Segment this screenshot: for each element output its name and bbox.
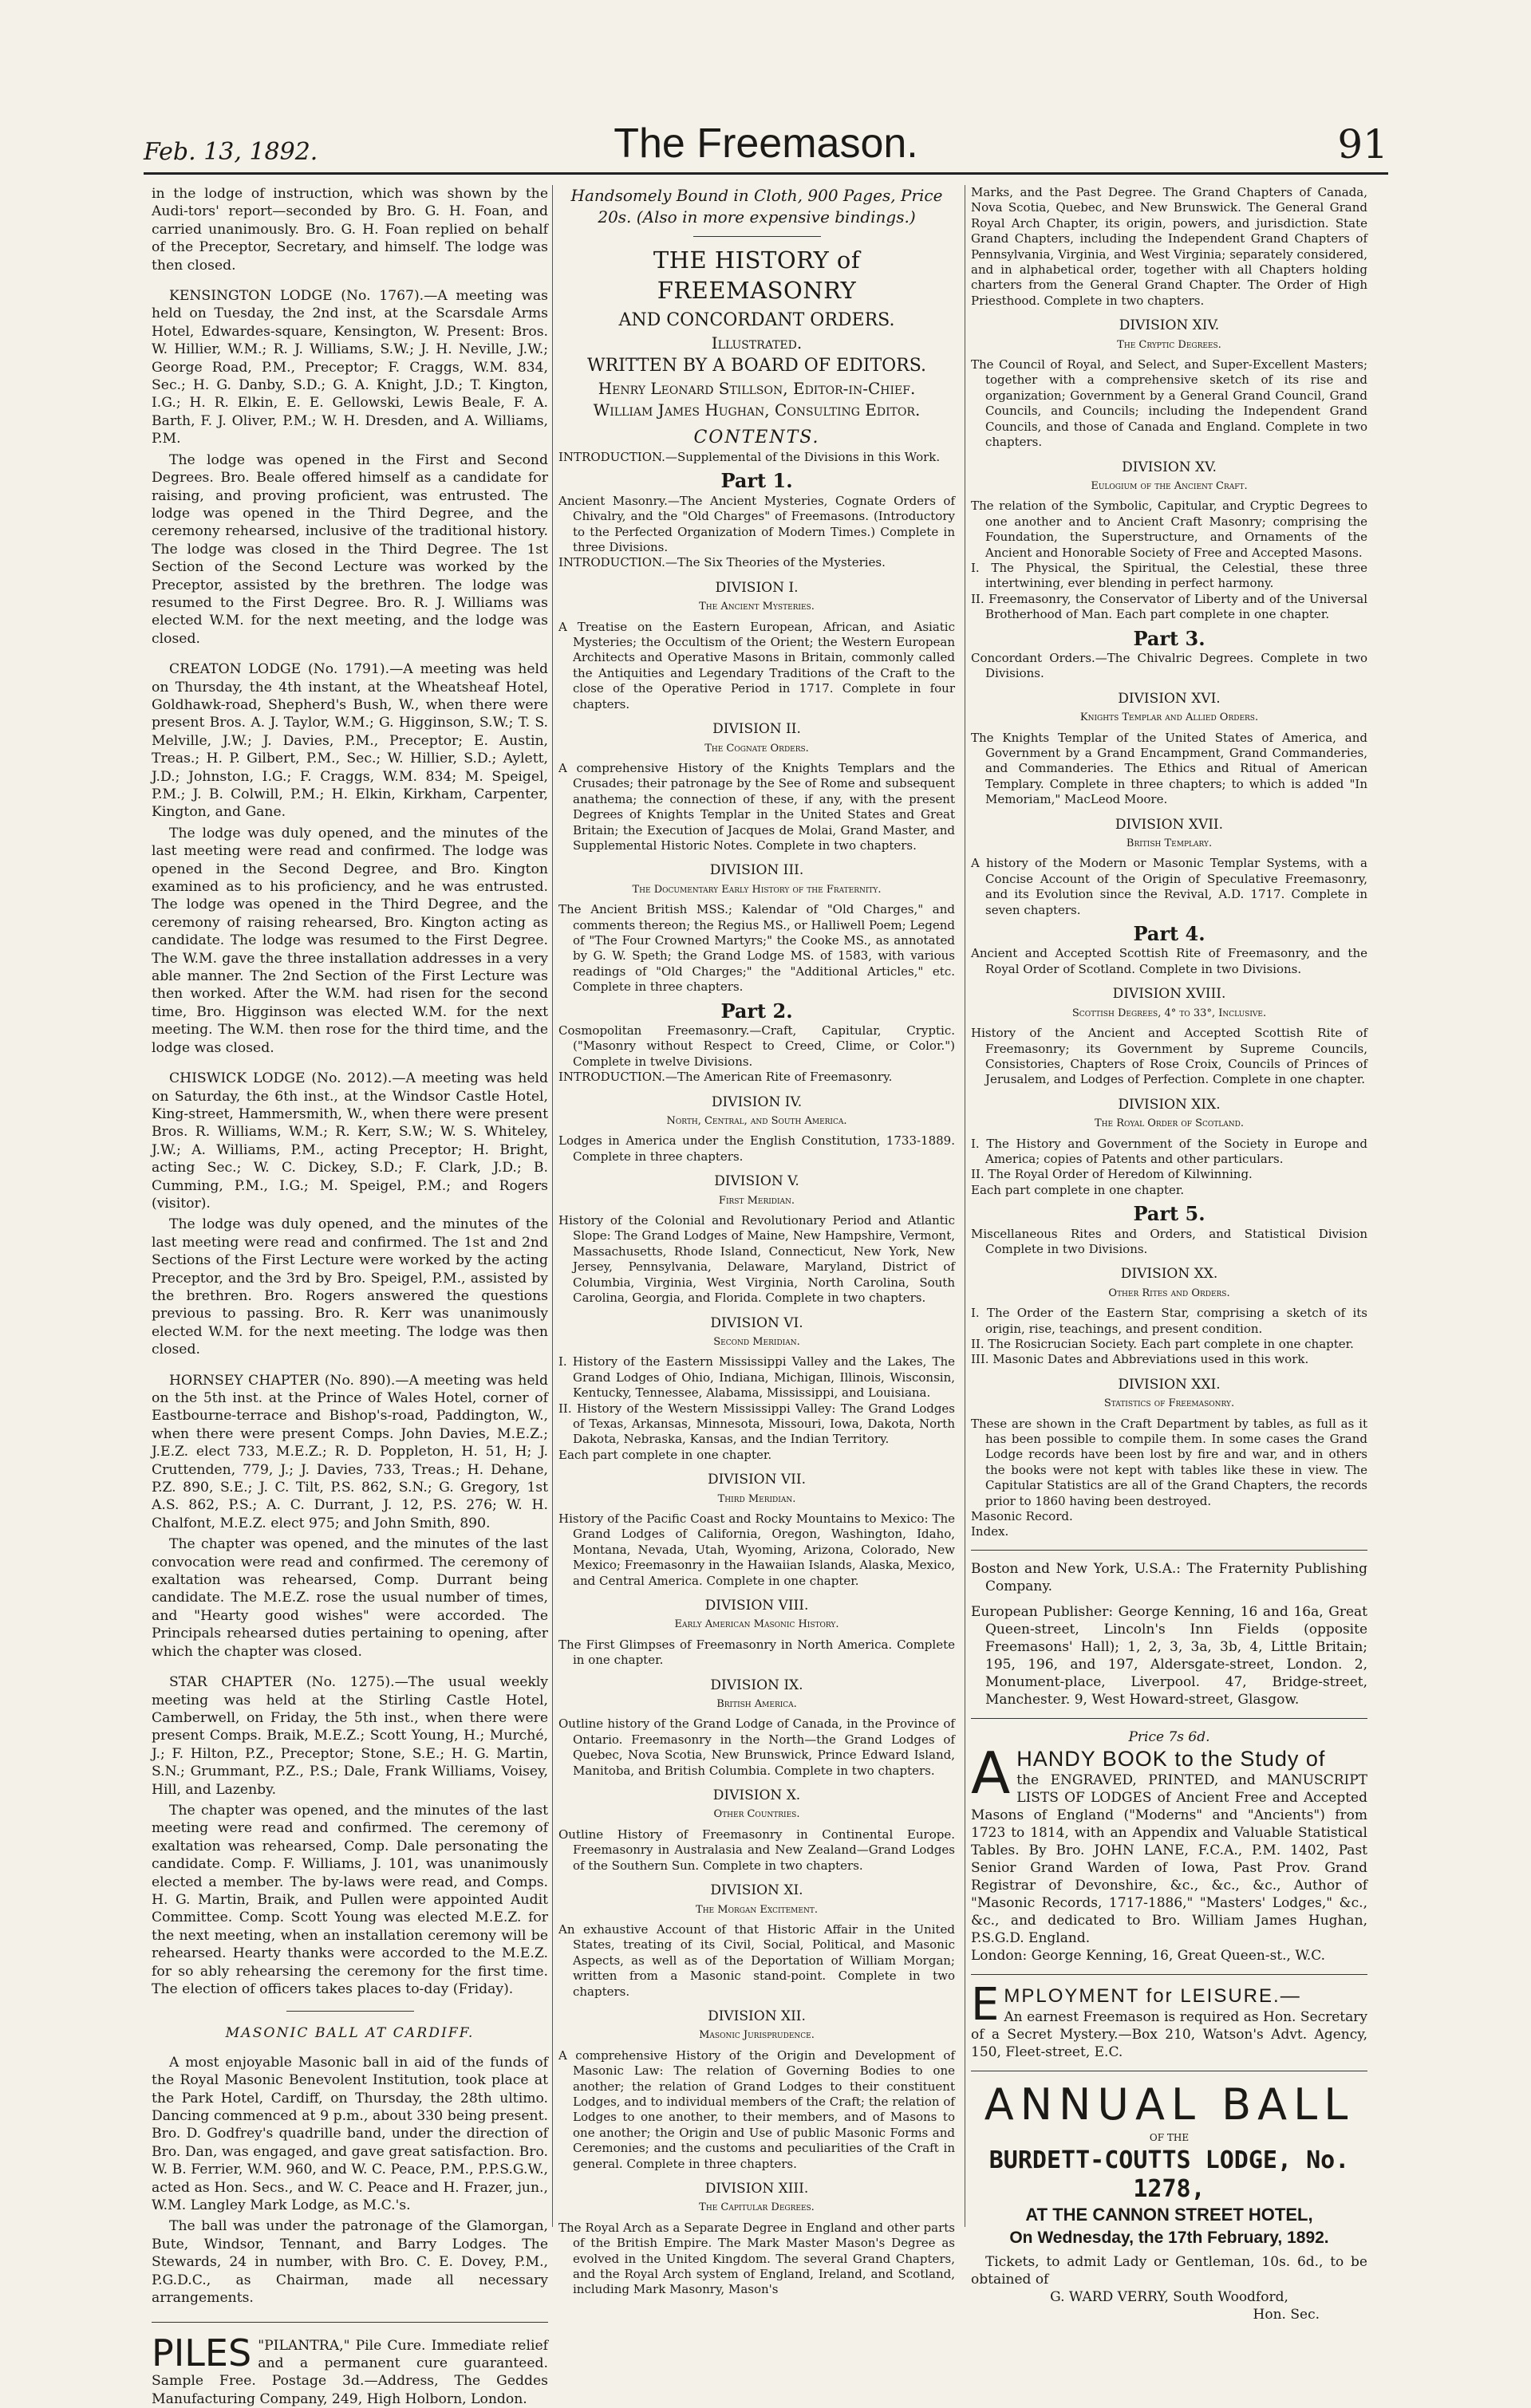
division-20-subtitle: Other Rites and Orders. [971, 1286, 1367, 1301]
division-1-subtitle: The Ancient Mysteries. [558, 599, 955, 614]
section-rule [693, 236, 821, 237]
creaton-lodge-report-body: The lodge was duly opened, and the minutes of the last meeting were read and confirmed. The lodge was opened in the Second Degree, and Bro. Kington examined as to his proficiency, and he was entrusted. The lodge was opened in the Third Degree, and the ceremony of raising rehearsed, Bro. Kington acting as candidate. The lodge was resumed to the First Degree. The W.M. gave the three installation addresses in a very able manner. The 2nd Section of the First Lecture was then worked. After the W.M. had risen for the second time, Bro. Higginson was elected W.M. for the next meeting. The W.M. then rose for the third time, and the lodge was closed. [152, 825, 548, 1057]
cardiff-ball-heading: MASONIC BALL AT CARDIFF. [152, 2024, 548, 2042]
handy-book-price: Price 7s 6d. [971, 1728, 1367, 1746]
column-left [152, 185, 548, 2408]
venue: AT THE CANNON STREET HOTEL, [971, 2204, 1367, 2226]
division-17-text: A history of the Modern or Masonic Templar Systems, with a Concise Account of the Origin of Speculative Freemasonry, and its Evolution since the Revival, A.D. 1717. Complete in seven chapters. [971, 856, 1367, 918]
division-9-text: Outline history of the Grand Lodge of Canada, in the Province of Ontario. Freemasonry in the North—the Grand Lodges of Quebec, Nova Scotia, New Brunswick, Prince Edward Island, Manitoba, and British Columbia. Complete in two chapters. [558, 1716, 955, 1779]
division-16-text: The Knights Templar of the United States of America, and Government by a Grand Encampment, Grand Commanderies, and Commanderies. The Ethics and Ritual of American Templary. Complete in three chapters; to which is added "In Memoriam," MacLeod Moore. [971, 731, 1367, 808]
newspaper-title: The Freemason. [144, 120, 1388, 167]
division-15-subtitle: Eulogium of the Ancient Craft. [971, 479, 1367, 494]
division-11-subtitle: The Morgan Excitement. [558, 1902, 955, 1917]
hornsey-chapter-report: HORNSEY CHAPTER (No. 890).—A meeting was held on the 5th inst. at the Prince of Wales Hotel, corner of Eastbourne-terrace and Bishop's-road, Paddington, W., when there were present Comps. John Davies, M.E.Z.; J.E.Z. elect 733, M.E.Z.; R. D. Poppleton, H. 51, H; J. Cruttenden, 779, J.; J. Davies, 733, Treas.; H. Dehane, P.Z. 890, S.E.; J. C. Tilt, P.S. 862, S.N.; G. Gregory, 1st A.S. 862, P.S.; A. C. Durrant, J. 12, P.S. 276; W. H. Chalfont, M.E.Z. elect 975; and John Smith, 890. [152, 1372, 548, 1533]
division-10-heading: DIVISION X. [558, 1788, 955, 1803]
tickets-text: Tickets, to admit Lady or Gentleman, 10s. 6d., to be obtained of [971, 2253, 1367, 2288]
division-11-heading: DIVISION XI. [558, 1883, 955, 1898]
division-16-subtitle: Knights Templar and Allied Orders. [971, 710, 1367, 725]
header-rule [144, 172, 1388, 175]
consulting-editor: William James Hughan, Consulting Editor. [558, 400, 955, 421]
publisher-line: Boston and New York, U.S.A.: The Fraternity Publishing Company. [971, 1560, 1367, 1595]
handy-book-london: London: George Kenning, 16, Great Queen-st., W.C. [971, 1947, 1367, 1965]
division-5-subtitle: First Meridian. [558, 1193, 955, 1208]
division-1-text: A Treatise on the Eastern European, African, and Asiatic Mysteries; the Occultism of the Orient; the Western European Architects and Operative Masons in Britain, commonly called the Antiquities and Legendary Traditions of the Craft to the close of the Operative Period in 1717. Complete in four chapters. [558, 620, 955, 712]
kensington-lodge-report: KENSINGTON LODGE (No. 1767).—A meeting was held on Tuesday, the 2nd inst, at the Scarsdale Arms Hotel, Edwardes-square, Kensington, W. Present: Bros. W. Hillier, W.M.; R. J. Williams, S.W.; J. H. Neville, J.W.; George Road, P.M., Preceptor; F. Craggs, W.M. 834, Sec.; H. G. Danby, S.D.; G. A. Knight, J.D.; T. Kington, I.G.; H. R. Elkin, E. E. Gellowski, Lewis Beale, F. A. Barth, F. J. Oliver, P.M.; W. H. Dresden, and A. Williams, P.M. [152, 287, 548, 448]
book-title: THE HISTORY of FREEMASONRY [558, 245, 955, 305]
cardiff-ball-article-cont: The ball was under the patronage of the Glamorgan, Bute, Windsor, Tennant, and Barry Lodges. The Stewards, 24 in number, with Bro. C. E. Dovey, P.M., P.G.D.C., as Chairman, made all necessary arrangements. [152, 2217, 548, 2307]
division-2-subtitle: The Cognate Orders. [558, 741, 955, 756]
division-8-subtitle: Early American Masonic History. [558, 1617, 955, 1632]
division-18-text: History of the Ancient and Accepted Scottish Rite of Freemasonry; its Government by Supreme Councils, Consistories, Chapters of Rose Croix, Councils of Princes of Jerusalem, and Lodges of Perfection. Complete in one chapter. [971, 1026, 1367, 1088]
division-21-subtitle: Statistics of Freemasonry. [971, 1396, 1367, 1411]
introduction-3: INTRODUCTION.—The American Rite of Freemasonry. [558, 1070, 955, 1085]
ancient-masonry: Ancient Masonry.—The Ancient Mysteries, Cognate Orders of Chivalry, and the "Old Charges" of Freemasons. (Introductory to the Perfected Organization of Modern Times.) Complete in three Divisions. [558, 494, 955, 556]
annual-ball-heading: ANNUAL BALL [971, 2081, 1367, 2129]
secretary-title: Hon. Sec. [971, 2306, 1367, 2323]
division-6-heading: DIVISION VI. [558, 1316, 955, 1331]
division-8-text: The First Glimpses of Freemasonry in North America. Complete in one chapter. [558, 1638, 955, 1669]
section-rule [971, 1550, 1367, 1551]
division-7-heading: DIVISION VII. [558, 1472, 955, 1488]
annual-ball-advertisement [971, 2081, 1367, 2323]
index-note: Index. [971, 1524, 1367, 1539]
secretary-name: G. WARD VERRY, South Woodford, [971, 2288, 1367, 2306]
creaton-lodge-report: CREATON LODGE (No. 1791).—A meeting was held on Thursday, the 4th instant, at the Wheatsheaf Hotel, Goldhawk-road, Shepherd's Bush, W., when there were present Bros. A. J. Taylor, W.M.; G. Higginson, S.W.; T. S. Melville, J.W.; J. Davies, P.M., Preceptor; E. Austin, Treas.; H. P. Gilbert, P.M., Sec.; W. Hillier, S.D.; Aylett, J.D.; Johnston, I.G.; F. Craggs, W.M. 834; M. Speigel, P.M.; J. B. Colwill, P.M.; H. Elkin, Kirkham, Carpenter, Kington, and Gane. [152, 660, 548, 822]
division-20-part-1: I. The Order of the Eastern Star, comprising a sketch of its origin, rise, teachings, and present condition. [971, 1306, 1367, 1337]
division-4-subtitle: North, Central, and South America. [558, 1113, 955, 1129]
division-20-part-2: II. The Rosicrucian Society. Each part complete in one chapter. [971, 1337, 1367, 1352]
section-rule [971, 1718, 1367, 1719]
masonic-record: Masonic Record. [971, 1509, 1367, 1524]
column-middle [558, 185, 955, 2298]
lodge-report-tail: in the lodge of instruction, which was shown by the Audi-tors' report—seconded by Bro. G. H. Foan, and carried unanimously. Bro. G. H. Foan replied on behalf of the Preceptor, Secretary, and himself. The lodge was then closed. [152, 185, 548, 274]
section-rule [152, 2322, 548, 2323]
division-4-text: Lodges in America under the English Constitution, 1733-1889. Complete in three chapters. [558, 1133, 955, 1165]
section-rule [286, 2011, 414, 2012]
division-13-subtitle: The Capitular Degrees. [558, 2200, 955, 2215]
ball-date: On Wednesday, the 17th February, 1892. [971, 2226, 1367, 2250]
european-publisher: European Publisher: George Kenning, 16 and 16a, Great Queen-street, Lincoln's Inn Fields (opposite Freemasons' Hall); 1, 2, 3, 3a, 3b, 4, Little Britain; 195, 196, and 197, Aldersgate-street, London. 2, Monument-place, Liverpool. 47, Bridge-street, Manchester. 9, West Howard-street, Glasgow. [971, 1603, 1367, 1708]
division-12-text: A comprehensive History of the Origin and Development of Masonic Law: The relation of Governing Bodies to one another; the relation of Grand Lodges to their constituent Lodges, and to individual members of the Craft; the relation of Lodges to one another, to their members, and of Masons to one another; the Origin and Use of public Masonic Forms and Ceremonies; and the customs and peculiarities of the Craft in general. Complete in three chapters. [558, 2048, 955, 2172]
division-18-subtitle: Scottish Degrees, 4° to 33°, Inclusive. [971, 1006, 1367, 1021]
division-13-heading: DIVISION XIII. [558, 2181, 955, 2197]
book-subtitle: AND CONCORDANT ORDERS. [558, 309, 955, 333]
division-17-subtitle: British Templary. [971, 836, 1367, 851]
division-13-text: The Royal Arch as a Separate Degree in England and other parts of the British Empire. The Mark Master Mason's Degree as evolved in the United Kingdom. The several Grand Chapters, and the Royal Arch system of England, Ireland, and Scotland, including Mark Masonry, Mason's [558, 2221, 955, 2298]
column-divider [552, 185, 553, 2227]
division-19-heading: DIVISION XIX. [971, 1098, 1367, 1113]
division-14-text: The Council of Royal, and Select, and Super-Excellent Masters; together with a comprehensive sketch of its rise and organization; Government by a General Grand Council, Grand Councils, and Councils; including the Independent Grand Councils, and those of Canada and England. Complete in two chapters. [971, 357, 1367, 450]
division-19-each: Each part complete in one chapter. [971, 1183, 1367, 1198]
division-18-heading: DIVISION XVIII. [971, 987, 1367, 1002]
piles-heading: PILES [152, 2337, 251, 2369]
part-4-heading: Part 4. [971, 926, 1367, 941]
division-6-subtitle: Second Meridian. [558, 1334, 955, 1350]
division-19-part-1: I. The History and Government of the Society in Europe and America; copies of Patents and other particulars. [971, 1137, 1367, 1168]
division-13-text-cont: Marks, and the Past Degree. The Grand Chapters of Canada, Nova Scotia, Quebec, and New Brunswick. The General Grand Royal Arch Chapter, its origin, powers, and jurisdiction. State Grand Chapters, including the Independent Grand Chapters of Pennsylvania, Virginia, and West Virginia; separately considered, and in alphabetical order, together with all Chapters holding charters from the General Grand Chapter. The Order of High Priesthood. Complete in two chapters. [971, 185, 1367, 309]
division-7-text: History of the Pacific Coast and Rocky Mountains to Mexico: The Grand Lodges of California, Oregon, Washington, Idaho, Montana, Nevada, Utah, Wyoming, Arizona, Colorado, New Mexico; Freemasonry in the Hawaiian Islands, Alaska, Mexico, and Central America. Complete in one chapter. [558, 1511, 955, 1589]
division-6-text-2: II. History of the Western Mississippi Valley: The Grand Lodges of Texas, Arkansas, Minnesota, Missouri, Iowa, Dakota, North Dakota, Nebraska, Kansas, and the Indian Territory. [558, 1401, 955, 1448]
employment-advertisement [971, 1984, 1367, 2061]
division-15-text: The relation of the Symbolic, Capitular, and Cryptic Degrees to one another and to Ancient Craft Masonry; comprising the Foundation, the Superstructure, and Ornaments of the Ancient and Honorable Society of Free and Accepted Masons. [971, 499, 1367, 561]
division-21-heading: DIVISION XXI. [971, 1377, 1367, 1393]
piles-ad-text: "PILANTRA," Pile Cure. Immediate relief and a permanent cure guaranteed. Sample Free. Postage 3d.—Address, The Geddes Manufacturing Company, 249, High Holborn, London. [152, 2338, 548, 2407]
illustrated-note: Illustrated. [558, 333, 955, 354]
part-3-heading: Part 3. [971, 631, 1367, 646]
division-15-part-1: I. The Physical, the Spiritual, the Celestial, these three intertwining, ever blending in perfect harmony. [971, 561, 1367, 592]
division-8-heading: DIVISION VIII. [558, 1598, 955, 1614]
handy-book-advertisement [971, 1746, 1367, 1965]
star-chapter-report-body: The chapter was opened, and the minutes of the last meeting were read and confirmed. The ceremony of exaltation was rehearsed, Comp. Dale personating the candidate. Comp. F. Williams, J. 101, was unanimously elected a member. The by-laws were read, and Comps. H. G. Martin, Braik, and Pullen were appointed Audit Committee. Comp. Scott Young was elected M.E.Z. for the next meeting, when an installation ceremony will be rehearsed. Hearty thanks were accorded to the M.E.Z. for so ably rehearsing the ceremony for the first time. The election of officers takes places to-day (Friday). [152, 1802, 548, 1998]
division-20-heading: DIVISION XX. [971, 1267, 1367, 1282]
division-9-subtitle: British America. [558, 1697, 955, 1712]
introduction-1: INTRODUCTION.—Supplemental of the Divisions in this Work. [558, 450, 955, 465]
division-7-subtitle: Third Meridian. [558, 1492, 955, 1507]
concordant-orders: Concordant Orders.—The Chivalric Degrees. Complete in two Divisions. [971, 651, 1367, 682]
handy-book-heading: HANDY BOOK to the Study of [971, 1746, 1367, 1772]
division-9-heading: DIVISION IX. [558, 1678, 955, 1693]
miscellaneous-rites: Miscellaneous Rites and Orders, and Statistical Division Complete in two Divisions. [971, 1227, 1367, 1258]
handy-book-text: the ENGRAVED, PRINTED, and MANUSCRIPT LISTS OF LODGES of Ancient Free and Accepted Masons of England ("Moderns" and "Ancients") from 1723 to 1814, with an Appendix and Valuable Statistical Tables. By Bro. JOHN LANE, F.C.A., P.M. 1402, Past Senior Grand Warden of Iowa, Past Prov. Grand Registrar of Devonshire, &c., &c., &c., Author of "Masonic Records, 1717-1886," "Masters' Lodges," &c., &c., and dedicated to Bro. William James Hughan, P.S.G.D. England. [971, 1772, 1367, 1947]
division-19-part-2: II. The Royal Order of Heredom of Kilwinning. [971, 1167, 1367, 1182]
chiswick-lodge-report-body: The lodge was duly opened, and the minutes of the last meeting were read and confirmed. The 1st and 2nd Sections of the First Lecture were worked by the acting Preceptor, and the 3rd by Bro. Speigel, P.M., assisted by the brethren. Bro. Rogers answered the questions previous to passing. Bro. R. Kerr was unanimously elected W.M. for the next meeting. The lodge was then closed. [152, 1216, 548, 1358]
division-5-heading: DIVISION V. [558, 1174, 955, 1189]
star-chapter-report: STAR CHAPTER (No. 1275).—The usual weekly meeting was held at the Stirling Castle Hotel, Camberwell, on Friday, the 5th inst., when there were present Comps. Braik, M.E.Z.; Scott Young, H.; Murché, J.; F. Hilton, P.Z., Preceptor; Stone, S.E.; H. G. Martin, S.N.; Grummant, P.Z., P.S.; Dale, Frank Williams, Voisey, Hill, and Lazenby. [152, 1673, 548, 1799]
column-right [971, 185, 1367, 2323]
division-2-text: A comprehensive History of the Knights Templars and the Crusades; their patronage by the See of Rome and subsequent anathema; the connection of these, if any, with the present Degrees of Knights Templar in the United States and Great Britain; the Execution of Jacques de Molai, Grand Master, and Supplemental Historic Notes. Complete in two chapters. [558, 761, 955, 853]
handy-book-drop-cap: A [971, 1749, 1010, 1797]
of-the-label: OF THE [971, 2129, 1367, 2146]
division-12-heading: DIVISION XII. [558, 2009, 955, 2024]
division-10-subtitle: Other Countries. [558, 1807, 955, 1822]
binding-note: Handsomely Bound in Cloth, 900 Pages, Price 20s. (Also in more expensive bindings.) [558, 185, 955, 228]
masthead [144, 120, 1388, 167]
division-5-text: History of the Colonial and Revolutionary Period and Atlantic Slope: The Grand Lodges of Maine, New Hampshire, Vermont, Massachusetts, Rhode Island, Connecticut, New York, New Jersey, Pennsylvania, Delaware, Maryland, District of Columbia, Virginia, West Virginia, North Carolina, South Carolina, Georgia, and Florida. Complete in two chapters. [558, 1213, 955, 1306]
division-6-text-3: Each part complete in one chapter. [558, 1448, 955, 1463]
division-2-heading: DIVISION II. [558, 722, 955, 737]
employment-drop-cap: E [971, 1986, 999, 2024]
division-20-part-3: III. Masonic Dates and Abbreviations used in this work. [971, 1352, 1367, 1367]
editor-in-chief: Henry Leonard Stillson, Editor-in-Chief. [558, 378, 955, 400]
division-12-subtitle: Masonic Jurisprudence. [558, 2028, 955, 2043]
division-6-text-1: I. History of the Eastern Mississippi Valley and the Lakes, The Grand Lodges of Ohio, Indiana, Michigan, Illinois, Wisconsin, Kentucky, Tennessee, Alabama, Mississippi, and Louisiana. [558, 1354, 955, 1401]
piles-advertisement [152, 2337, 548, 2408]
part-1-heading: Part 1. [558, 473, 955, 488]
division-16-heading: DIVISION XVI. [971, 692, 1367, 707]
part-2-heading: Part 2. [558, 1003, 955, 1019]
employment-text: An earnest Freemason is required as Hon. Secretary of a Secret Mystery.—Box 210, Watson's Advt. Agency, 150, Fleet-street, E.C. [971, 2008, 1367, 2061]
division-3-subtitle: The Documentary Early History of the Fraternity. [558, 882, 955, 897]
kensington-lodge-report-body: The lodge was opened in the First and Second Degrees. Bro. Beale offered himself as a candidate for raising, and proving proficient, was entrusted. The lodge was opened in the Third Degree, and the ceremony rehearsed, inclusive of the traditional history. The lodge was closed in the Third Degree. The 1st Section of the Second Lecture was worked by the Preceptor, assisted by the brethren. The lodge was resumed to the First Degree. Bro. R. J. Williams was elected W.M. for the next meeting, and the lodge was closed. [152, 451, 548, 648]
employment-heading: MPLOYMENT for LEISURE.— [971, 1984, 1367, 2008]
chiswick-lodge-report: CHISWICK LODGE (No. 2012).—A meeting was held on Saturday, the 6th inst., at the Windsor Castle Hotel, King-street, Hammersmith, W., when there were present Bros. R. Williams, W.M.; R. Kerr, S.W.; W. S. Whiteley, J.W.; A. Williams, P.M., acting Preceptor; H. Bright, acting Sec.; W. C. Dickey, S.D.; F. Clark, J.D.; B. Cumming, P.M., I.G.; M. Speigel, P.M.; and Rogers (visitor). [152, 1070, 548, 1212]
part-5-heading: Part 5. [971, 1206, 1367, 1221]
hornsey-chapter-report-body: The chapter was opened, and the minutes of the last convocation were read and confirmed. The ceremony of exaltation was rehearsed, Comp. Durrant being candidate. The M.E.Z. rose the usual number of times, and "Hearty good wishes" were accorded. The Principals rehearsed duties pertaining to opening, after which the chapter was closed. [152, 1535, 548, 1661]
division-1-heading: DIVISION I. [558, 581, 955, 596]
editors-line: WRITTEN BY A BOARD OF EDITORS. [558, 354, 955, 378]
page-number: 91 [1337, 121, 1388, 167]
cosmopolitan-freemasonry: Cosmopolitan Freemasonry.—Craft, Capitular, Cryptic. ("Masonry without Respect to Creed, Clime, or Color.") Complete in twelve Divisions. [558, 1023, 955, 1070]
division-11-text: An exhaustive Account of that Historic Affair in the United States, treating of its Civil, Social, Political, and Masonic Aspects, as well as of the Deportation of William Morgan; written from a Masonic stand-point. Complete in two chapters. [558, 1922, 955, 2000]
division-3-text: The Ancient British MSS.; Kalendar of "Old Charges," and comments thereon; the Regius MS., or Halliwell Poem; Legend of "The Four Crowned Martyrs;" the Cooke MS., as annotated by G. W. Speth; the Grand Lodge MS. of 1583, with various readings of "Old Charges;" the "Additional Articles," etc. Complete in three chapters. [558, 902, 955, 995]
division-15-part-2: II. Freemasonry, the Conservator of Liberty and of the Universal Brotherhood of Man. Each part complete in one chapter. [971, 592, 1367, 623]
section-rule [971, 1974, 1367, 1975]
division-17-heading: DIVISION XVII. [971, 818, 1367, 833]
issue-date: Feb. 13, 1892. [144, 138, 318, 166]
division-3-heading: DIVISION III. [558, 863, 955, 878]
division-21-text: These are shown in the Craft Department by tables, as full as it has been possible to compile them. In some cases the Grand Lodge records have been lost by fire and war, and in others the books were not kept with tables like these in view. The Capitular Statistics are all of the Grand Chapters, the records prior to 1860 having been destroyed. [971, 1417, 1367, 1509]
lodge-name: BURDETT-COUTTS LODGE, No. 1278, [971, 2146, 1367, 2204]
contents-heading: CONTENTS. [558, 426, 955, 450]
division-14-subtitle: The Cryptic Degrees. [971, 337, 1367, 353]
division-4-heading: DIVISION IV. [558, 1095, 955, 1110]
division-19-subtitle: The Royal Order of Scotland. [971, 1116, 1367, 1131]
division-15-heading: DIVISION XV. [971, 460, 1367, 475]
division-14-heading: DIVISION XIV. [971, 318, 1367, 333]
cardiff-ball-article: A most enjoyable Masonic ball in aid of the funds of the Royal Masonic Benevolent Institution, took place at the Park Hotel, Cardiff, on Thursday, the 28th ultimo. Dancing commenced at 9 p.m., about 330 being present. Bro. D. Godfrey's quadrille band, under the direction of Bro. Dan, was engaged, and gave great satisfaction. Bro. W. B. Ferrier, W.M. 960, and W. C. Peace, P.M., P.P.S.G.W., acted as Hon. Secs., and W. C. Peace and H. Frazer, jun., W.M. Langley Mark Lodge, as M.C.'s. [152, 2054, 548, 2215]
introduction-2: INTRODUCTION.—The Six Theories of the Mysteries. [558, 555, 955, 570]
scottish-rite: Ancient and Accepted Scottish Rite of Freemasonry, and the Royal Order of Scotland. Complete in two Divisions. [971, 946, 1367, 977]
division-10-text: Outline History of Freemasonry in Continental Europe. Freemasonry in Australasia and New Zealand—Grand Lodges of the Southern Sun. Complete in two chapters. [558, 1827, 955, 1874]
